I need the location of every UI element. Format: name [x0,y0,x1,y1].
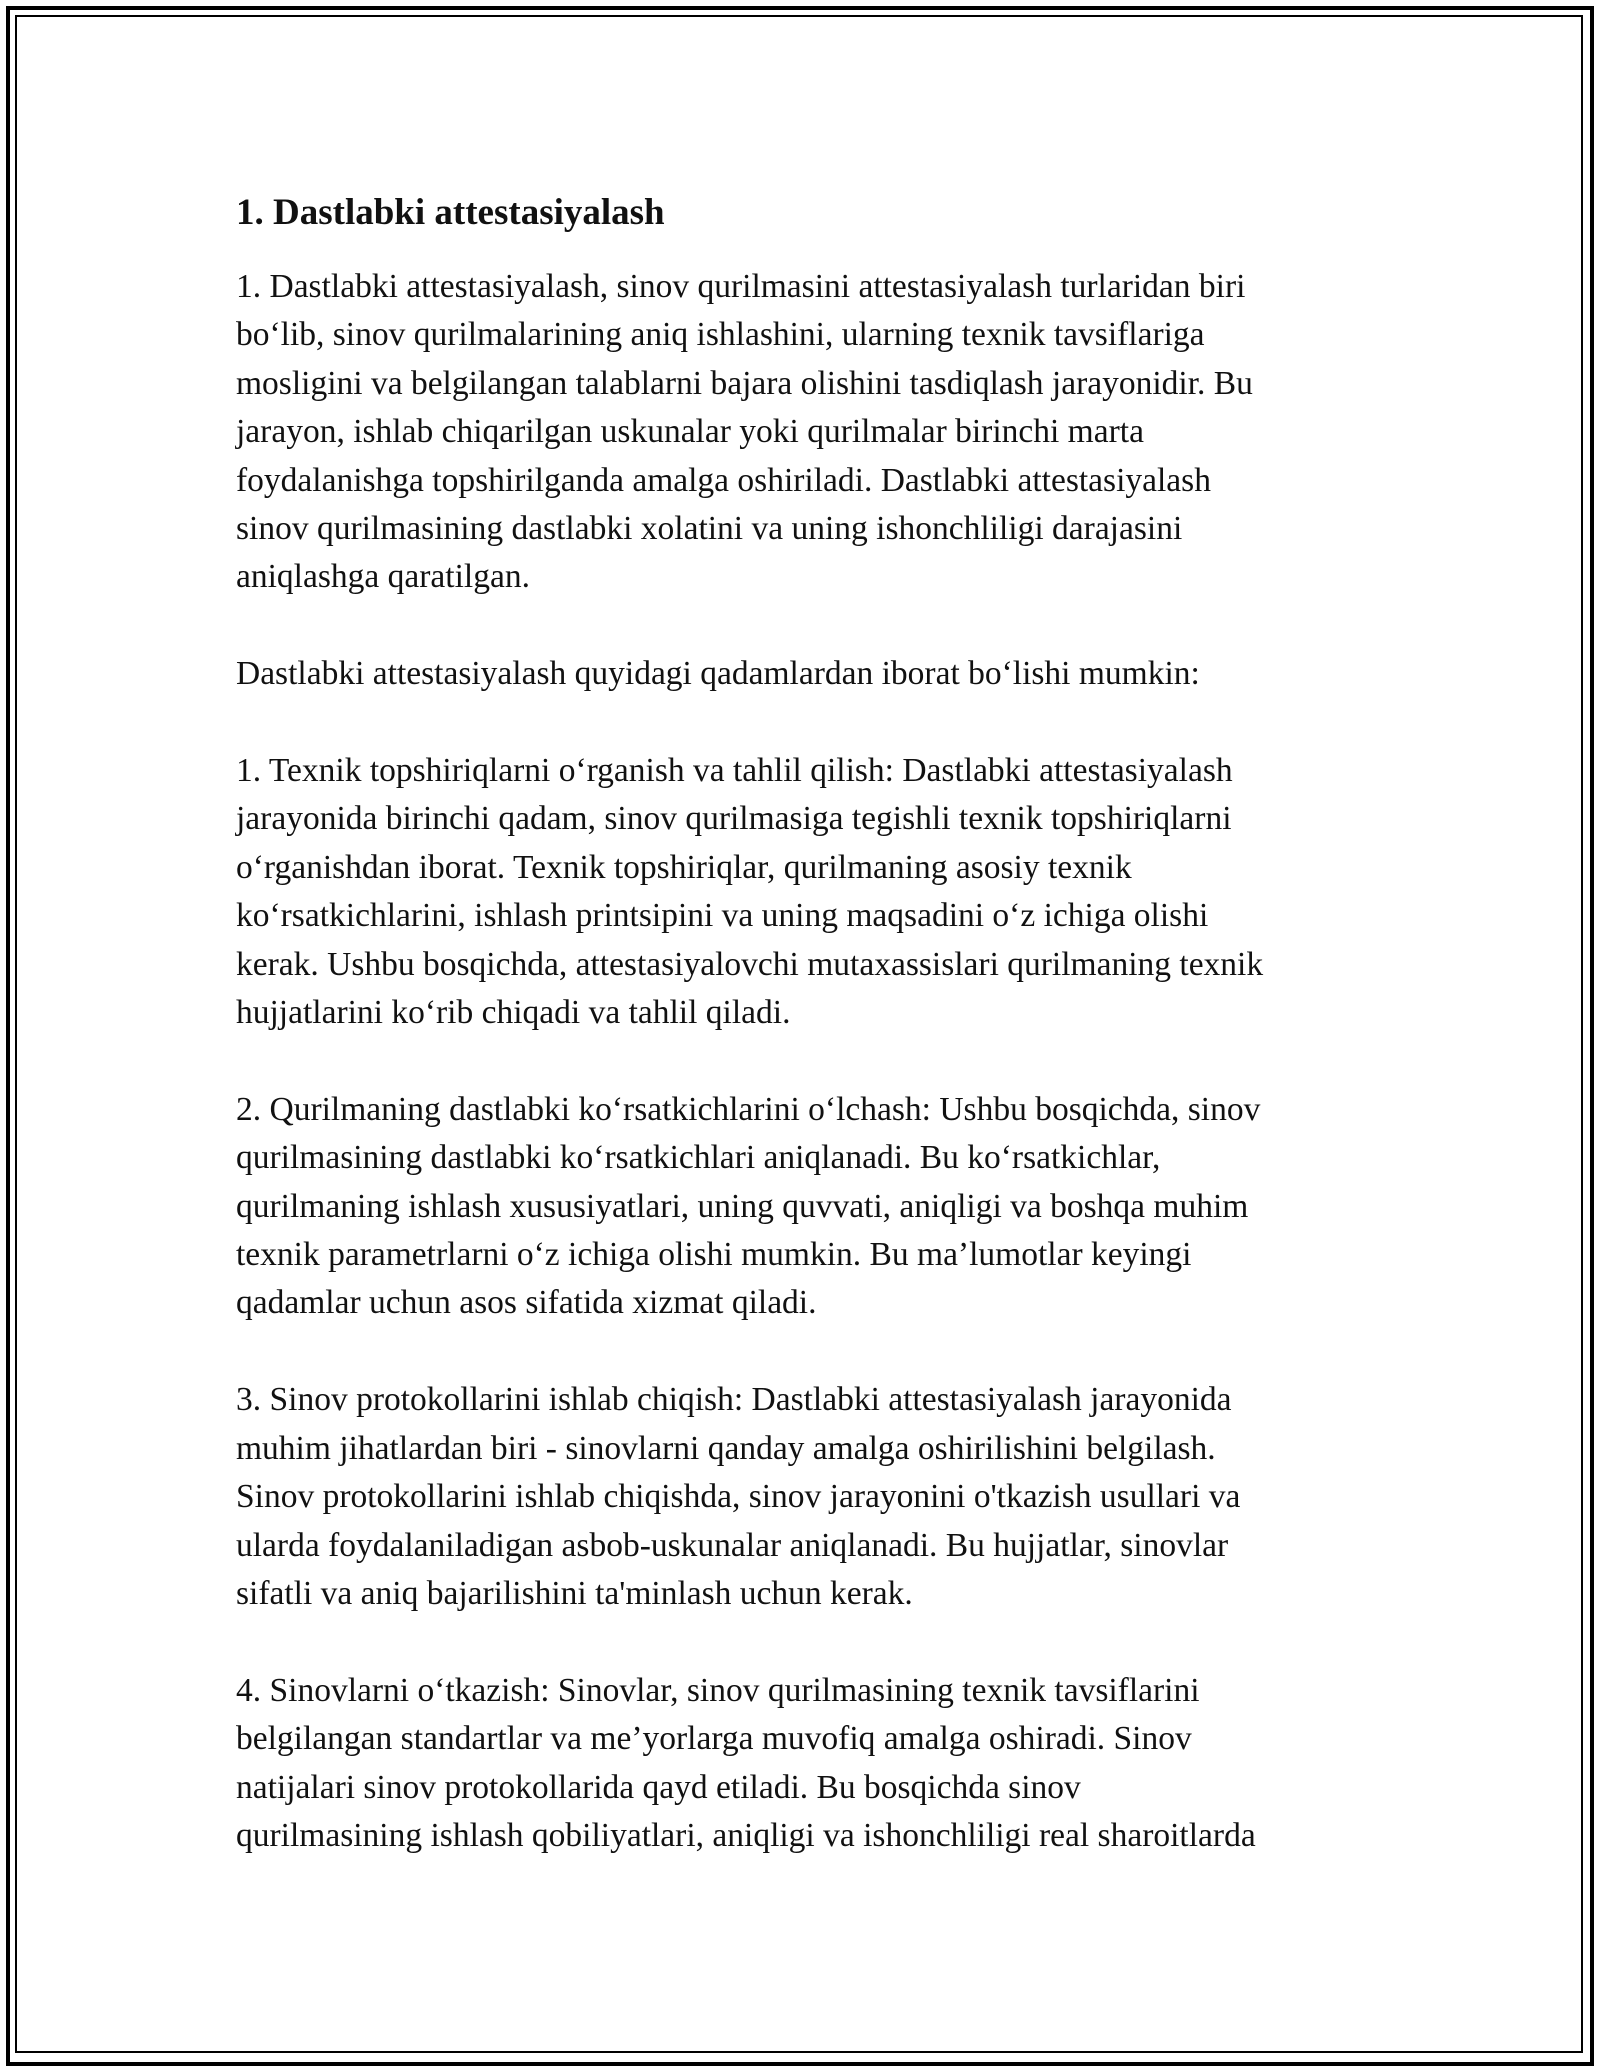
document-body [236,185,1376,1909]
document-title: 1. Dastlabki attestasiyalash [236,192,665,233]
paragraph-step-2: 2. Qurilmaning dastlabki ko‘rsatkichlarini o‘lchash: Ushbu bosqichda, sinov qurilmasining dastlabki ko‘rsatkichlari aniqlanadi. Bu ko‘rsatkichlar, qurilmaning ishlash xususiyatlari, uning quvvati, aniqligi va boshqa muhim texnik parametrlarni o‘z ichiga olishi mumkin. Bu ma’lumotlar keyingi qadamlar uchun asos sifatida xizmat qiladi. [236,1090,1261,1322]
paragraph-step-3: 3. Sinov protokollarini ishlab chiqish: Dastlabki attestasiyalash jarayonida muhim jihatlardan biri - sinovlarni qanday amalga oshirilishini belgilash. Sinov protokollarini ishlab chiqishda, sinov jarayonini o'tkazish usullari va ularda foydalaniladigan asbob-uskunalar aniqlanadi. Bu hujjatlar, sinovlar sifatli va aniq bajarilishini ta'minlash uchun kerak. [236,1381,1241,1612]
paragraph-step-4: 4. Sinovlarni o‘tkazish: Sinovlar, sinov qurilmasining texnik tavsiflarini belgilangan standartlar va me’yorlarga muvofiq amalga oshiradi. Sinov natijalari sinov protokollarida qayd etiladi. Bu bosqichda sinov qurilmasining ishlash qobiliyatlari, aniqligi va ishonchliligi real sharoitlarda [236,1671,1256,1854]
paragraph-step-1: 1. Texnik topshiriqlarni o‘rganish va tahlil qilish: Dastlabki attestasiyalash jarayonida birinchi qadam, sinov qurilmasiga tegishli texnik topshiriqlarni o‘rganishdan iborat. Texnik topshiriqlar, qurilmaning asosiy texnik ko‘rsatkichlarini, ishlash printsipini va uning maqsadini o‘z ichiga olishi kerak. Ushbu bosqichda, attestasiyalovchi mutaxassislari qurilmaning texnik hujjatlarini ko‘rib chiqadi va tahlil qiladi. [236,752,1264,1032]
paragraph-intro: 1. Dastlabki attestasiyalash, sinov qurilmasini attestasiyalash turlaridan biri bo‘lib, sinov qurilmalarining aniq ishlashini, ularning texnik tavsiflariga mosligini va belgilangan talablarni bajara olishini tasdiqlash jarayonidir. Bu jarayon, ishlab chiqarilgan uskunalar yoki qurilmalar birinchi marta foydalanishga topshirilganda amalga oshiriladi. Dastlabki attestasiyalash sinov qurilmasining dastlabki xolatini va uning ishonchliligi darajasini aniqlashga qaratilgan. [236,268,1253,596]
paragraph-steps-lead: Dastlabki attestasiyalash quyidagi qadamlardan iborat bo‘lishi mumkin: [236,655,1200,693]
